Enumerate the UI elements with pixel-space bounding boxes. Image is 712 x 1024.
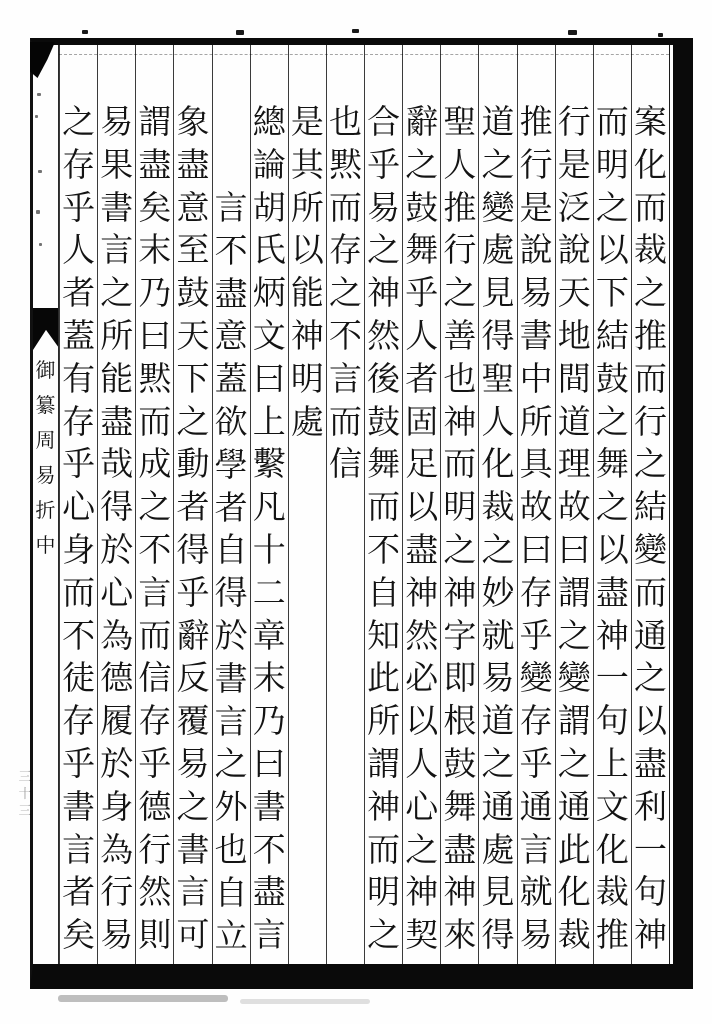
scan-speck xyxy=(658,33,663,37)
ink-blob xyxy=(30,42,55,78)
page-number: 三 十 三 xyxy=(18,770,32,819)
scan-speck xyxy=(568,30,577,35)
text-column-2: 而 明 之 以 下 結 鼓 之 舞 之 以 盡 神 一 句 上 文 化 裁 推 xyxy=(593,45,631,964)
scan-smear xyxy=(240,999,370,1004)
scan-speck xyxy=(35,115,38,118)
scan-speck xyxy=(37,93,41,96)
text-column-5: 道 之 變 處 見 得 聖 人 化 裁 之 妙 就 易 道 之 通 處 見 得 xyxy=(478,45,516,964)
book-title: 御 纂 周 易 折 中 xyxy=(35,358,56,557)
text-column-9: 也 黙 而 存 之 不 言 而 信 xyxy=(326,45,364,964)
text-column-13: 象 盡 意 至 鼓 天 下 之 動 者 得 乎 辭 反 覆 易 之 書 言 可 xyxy=(173,45,211,964)
text-area xyxy=(59,45,670,964)
text-column-11: 總 論 胡 氏 炳 文 曰 上 繫 凡 十 二 章 末 乃 曰 書 不 盡 言 xyxy=(250,45,288,964)
text-column-3: 行 是 泛 說 天 地 間 道 理 故 曰 謂 之 變 謂 之 通 此 化 裁 xyxy=(555,45,593,964)
text-column-6: 聖 人 推 行 之 善 也 神 而 明 之 神 字 即 根 鼓 舞 盡 神 來 xyxy=(440,45,478,964)
text-column-4: 推 行 是 說 易 書 中 所 具 故 曰 存 乎 變 存 乎 通 言 就 易 xyxy=(517,45,555,964)
page-frame xyxy=(30,38,693,989)
spine-margin xyxy=(33,45,59,964)
text-column-8: 合 乎 易 之 神 然 後 鼓 舞 而 不 自 知 此 所 謂 神 而 明 之 xyxy=(364,45,402,964)
text-column-12: 言 不 盡 意 蓋 欲 學 者 自 得 於 書 言 之 外 也 自 立 xyxy=(212,45,250,964)
scan-speck xyxy=(352,29,359,33)
text-column-7: 辭 之 鼓 舞 乎 人 者 固 足 以 盡 神 然 必 以 人 心 之 神 契 xyxy=(402,45,440,964)
scan-speck xyxy=(236,30,244,35)
fish-tail-mark xyxy=(33,308,58,350)
text-column-14: 謂 盡 矣 末 乃 曰 黙 而 成 之 不 言 而 信 存 乎 德 行 然 則 xyxy=(135,45,173,964)
scan-smear xyxy=(58,995,228,1002)
text-column-10: 是 其 所 以 能 神 明 處 xyxy=(288,45,326,964)
scan-speck xyxy=(36,210,40,214)
scan-speck xyxy=(38,170,42,173)
text-column-16: 之 存 乎 人 者 蓋 有 存 乎 心 身 而 不 徒 存 乎 書 言 者 矣 xyxy=(59,45,97,964)
scan-speck xyxy=(82,30,88,34)
scan-speck xyxy=(39,243,42,246)
text-column-1: 案 化 而 裁 之 推 而 行 之 結 變 而 通 之 以 盡 利 一 句 神 xyxy=(631,45,669,964)
text-column-15: 易 果 書 言 之 所 能 盡 哉 得 於 心 為 德 履 於 身 為 行 易 xyxy=(97,45,135,964)
